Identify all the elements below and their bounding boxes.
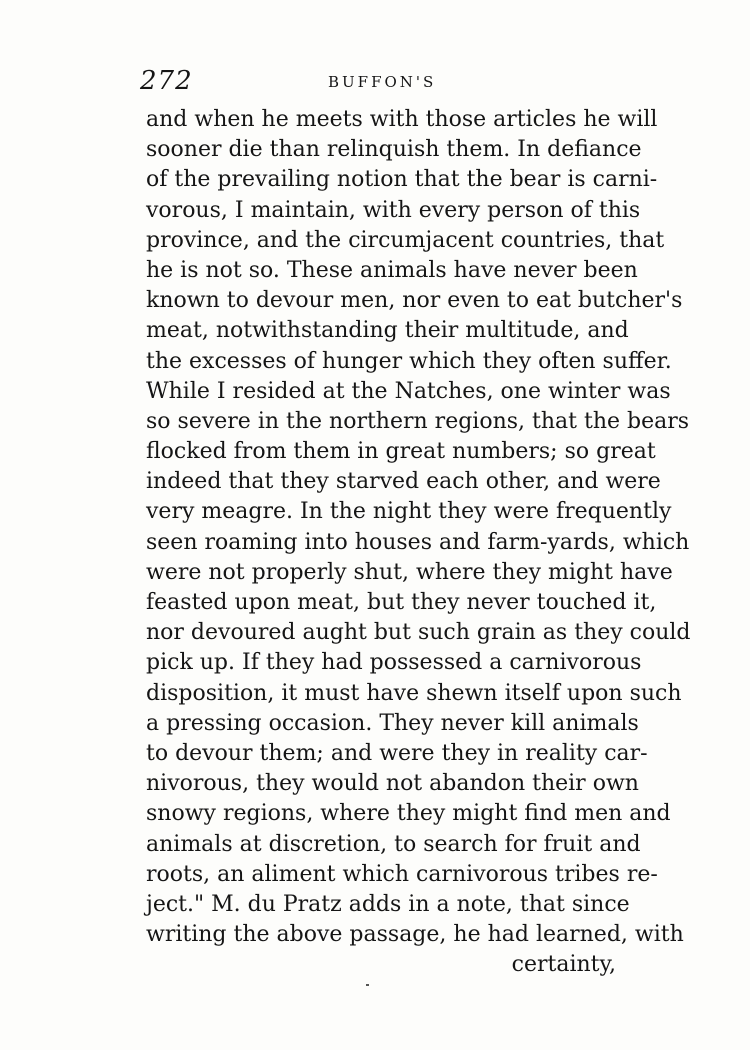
text-line: province, and the circumjacent countries, that [146, 227, 665, 253]
text-line: disposition, it must have shewn itself upon such [146, 680, 682, 706]
text-line: nor devoured aught but such grain as they could [146, 620, 691, 646]
body-text [146, 105, 691, 980]
text-line: snowy regions, where they might find men and [146, 801, 671, 827]
running-head: BUFFON'S [328, 73, 437, 91]
text-line: meat, notwithstanding their multitude, and [146, 318, 629, 344]
text-line: the excesses of hunger which they often suffer. [146, 348, 672, 374]
text-line: so severe in the northern regions, that the bears [146, 408, 690, 434]
text-line: and when he meets with those articles he will [146, 107, 658, 132]
text-line: feasted upon meat, but they never touched it, [146, 590, 657, 615]
text-line: flocked from them in great numbers; so great [146, 439, 656, 465]
text-line: vorous, I maintain, with every person of this [146, 197, 641, 223]
text-line: ject." M. du Pratz adds in a note, that since [146, 891, 630, 917]
text-line: he is not so. These animals have never been [146, 257, 638, 283]
text-line: to devour them; and were they in reality car- [146, 740, 648, 766]
page-number: 272 [140, 66, 193, 96]
text-line: While I resided at the Natches, one winter was [146, 378, 671, 404]
text-line: a pressing occasion. They never kill animals [146, 710, 639, 736]
text-line: roots, an aliment which carnivorous tribes re- [146, 861, 658, 887]
text-line: indeed that they starved each other, and were [146, 469, 661, 495]
text-line: nivorous, they would not abandon their own [146, 771, 639, 797]
text-line: sooner die than relinquish them. In defiance [146, 137, 642, 163]
ink-speck [366, 984, 369, 986]
page-header [140, 66, 620, 102]
text-line: writing the above passage, he had learned, with [146, 922, 684, 948]
text-line: known to devour men, nor even to eat butcher's [146, 288, 683, 314]
text-line: animals at discretion, to search for fruit and [146, 831, 641, 857]
text-line: pick up. If they had possessed a carnivorous [146, 650, 642, 676]
text-line: of the prevailing notion that the bear is carni- [146, 167, 658, 193]
text-line: very meagre. In the night they were frequently [146, 499, 672, 525]
catchword: certainty, [511, 952, 616, 978]
text-line: seen roaming into houses and farm-yards, which [146, 529, 690, 555]
text-line: were not properly shut, where they might have [146, 559, 673, 585]
